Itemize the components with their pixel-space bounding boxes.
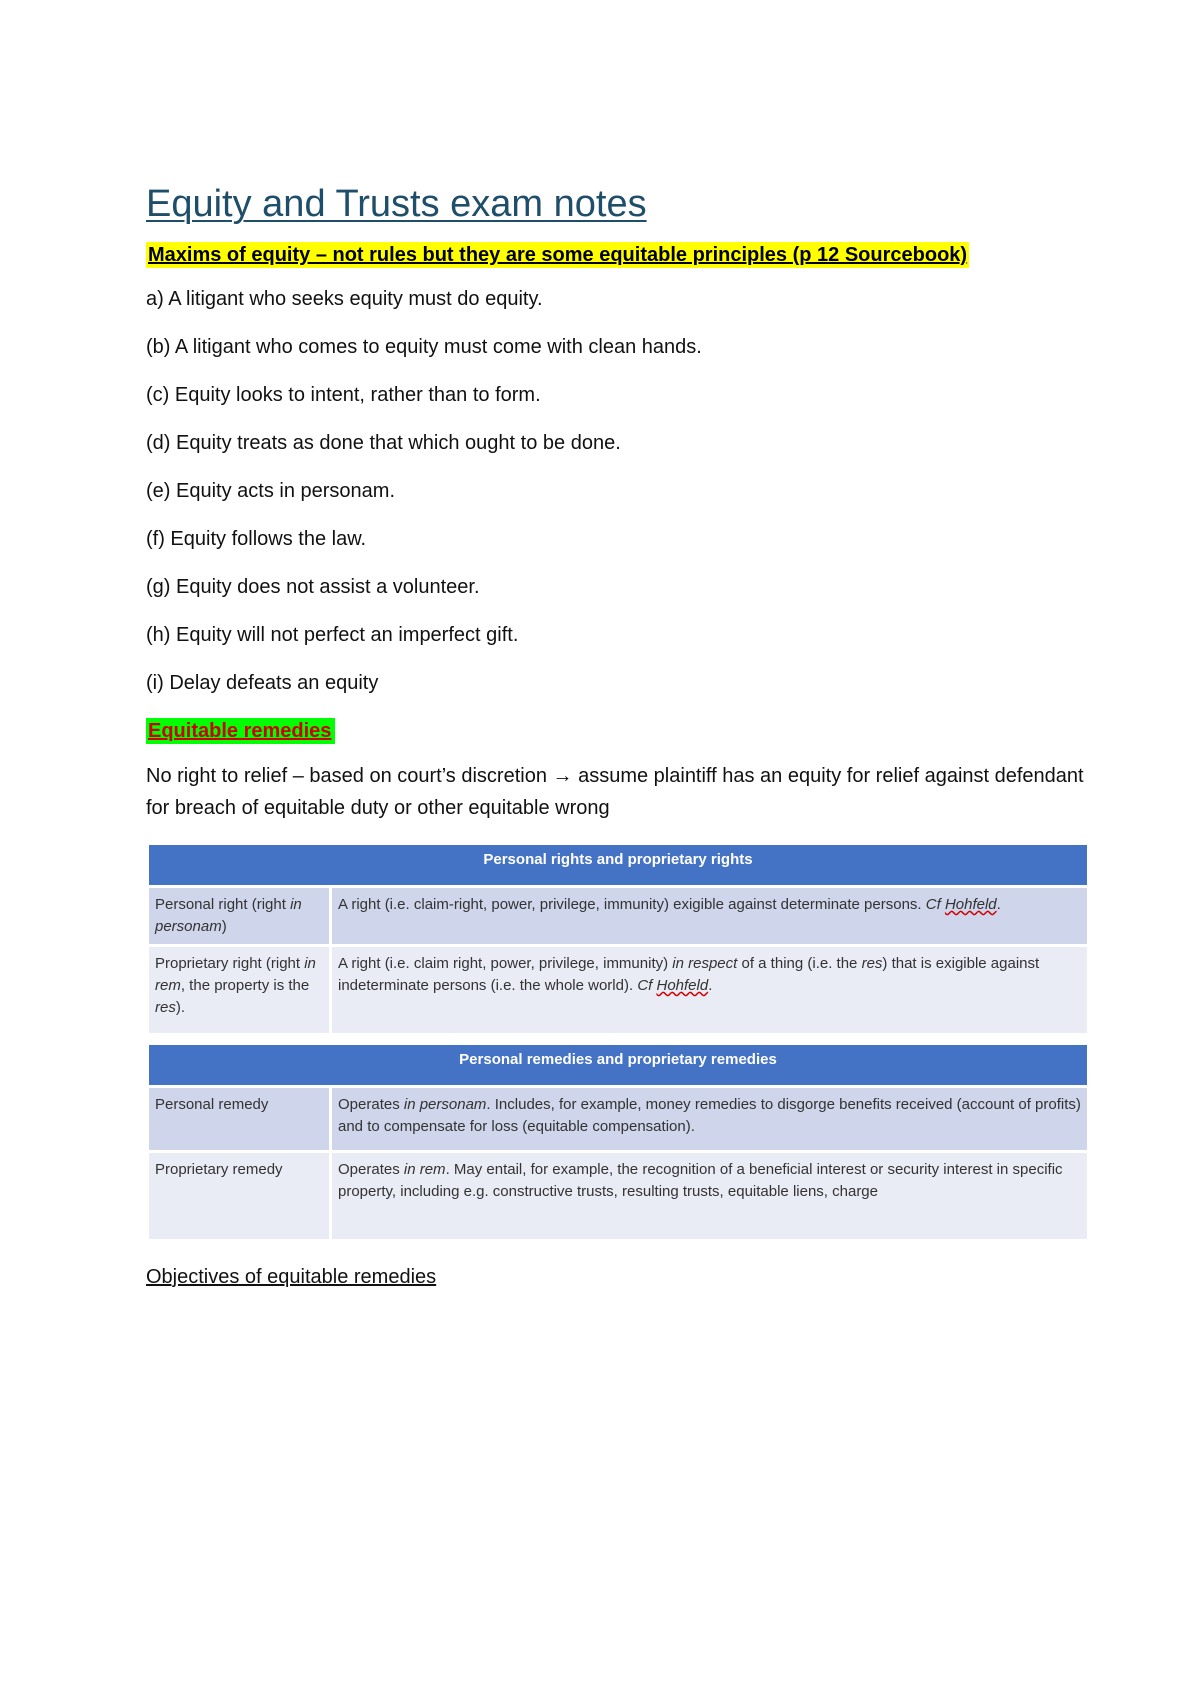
proprietary-right-label: Proprietary right (right in rem, the property is the res). [148, 946, 331, 1035]
page-title: Equity and Trusts exam notes [146, 183, 647, 225]
arrow-right-icon: → [552, 765, 573, 787]
personal-right-label: Personal right (right in personam) [148, 887, 331, 946]
maxim-item: a) A litigant who seeks equity must do equity. [146, 288, 543, 310]
remedies-heading: Equitable remedies [146, 718, 335, 744]
personal-remedy-label: Personal remedy [148, 1087, 331, 1152]
table-row [148, 1152, 1089, 1241]
remedies-table-header: Personal remedies and proprietary remedies [148, 1044, 1089, 1087]
remedies-para-end: assume plaintiff has an equity for relief against defendant for breach of equitable duty or other equitable wrong [146, 765, 1084, 819]
proprietary-right-description: A right (i.e. claim right, power, privilege, immunity) in respect of a thing (i.e. the res) that is exigible against indeterminate persons (i.e. the whole world). Cf Hohfeld. [331, 946, 1089, 1035]
maxim-item: (i) Delay defeats an equity [146, 672, 379, 694]
maxim-item: (h) Equity will not perfect an imperfect gift. [146, 624, 519, 646]
hohfeld-reference: Hohfeld [944, 896, 997, 913]
maxim-item: (d) Equity treats as done that which ought to be done. [146, 432, 621, 454]
maxim-item: (b) A litigant who comes to equity must come with clean hands. [146, 336, 702, 358]
personal-right-description: A right (i.e. claim-right, power, privilege, immunity) exigible against determinate persons. Cf Hohfeld. [331, 887, 1089, 946]
maxims-list [146, 286, 1096, 696]
proprietary-remedy-label: Proprietary remedy [148, 1152, 331, 1241]
table-row [148, 887, 1089, 946]
objectives-heading: Objectives of equitable remedies [146, 1266, 437, 1288]
maxims-heading: Maxims of equity – not rules but they are some equitable principles (p 12 Sourcebook) [148, 244, 968, 266]
remedies-para-start: No right to relief – based on court’s discretion [146, 765, 547, 787]
hohfeld-reference: Hohfeld [656, 977, 709, 994]
maxim-item: (g) Equity does not assist a volunteer. [146, 576, 480, 598]
table-row [148, 1087, 1089, 1152]
proprietary-remedy-description: Operates in rem. May entail, for example, the recognition of a beneficial interest or security interest in specific property, including e.g. constructive trusts, resulting trusts, equitable liens, charge [331, 1152, 1089, 1241]
rights-table [146, 842, 1090, 1242]
table-row [148, 946, 1089, 1035]
rights-table-header: Personal rights and proprietary rights [148, 844, 1089, 887]
document-page [146, 180, 1096, 1290]
maxim-item: (c) Equity looks to intent, rather than to form. [146, 384, 541, 406]
personal-remedy-description: Operates in personam. Includes, for example, money remedies to disgorge benefits received (account of profits) and to compensate for loss (equitable compensation). [331, 1087, 1089, 1152]
maxim-item: (e) Equity acts in personam. [146, 480, 395, 502]
maxim-item: (f) Equity follows the law. [146, 528, 367, 550]
remedies-paragraph [146, 760, 1096, 824]
